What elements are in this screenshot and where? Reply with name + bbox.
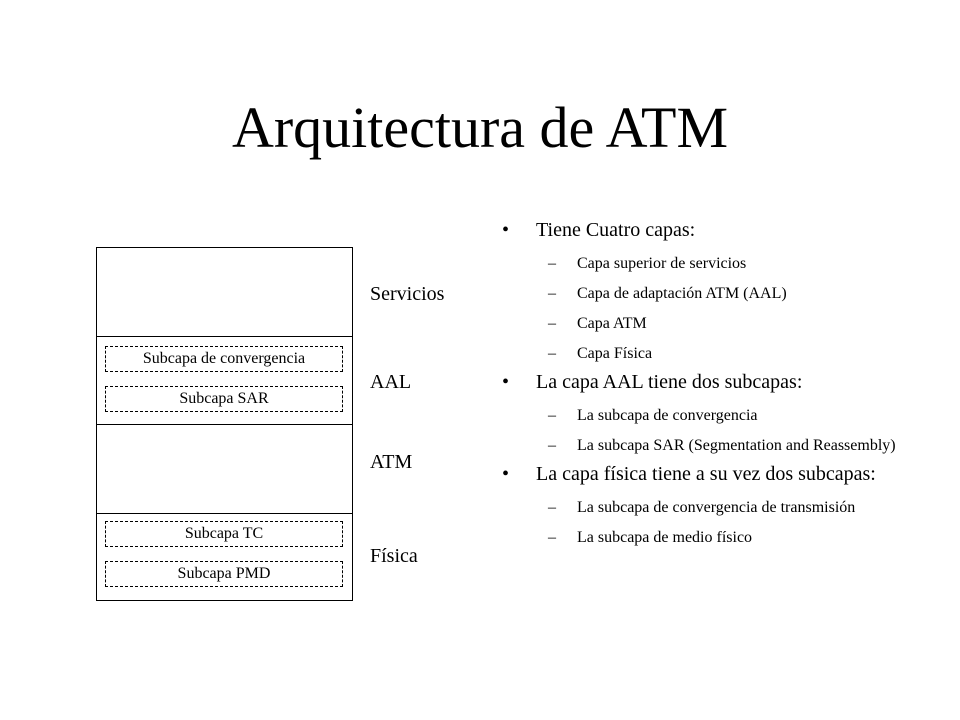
sub-bullet-dash: – (548, 407, 556, 424)
sub-bullet-dash: – (548, 529, 556, 546)
sub-bullet-text: La subcapa de convergencia (577, 407, 758, 424)
layer-atm-box (96, 424, 353, 514)
layer-label-aal: AAL (370, 371, 412, 393)
sub-bullet-dash: – (548, 437, 556, 454)
sub-bullet-text: Capa superior de servicios (577, 255, 747, 272)
layer-aal-box (96, 336, 353, 425)
sub-bullet-item (500, 497, 940, 518)
sub-bullet-text: Capa Física (577, 345, 653, 362)
subcapa-pmd: Subcapa PMD (105, 561, 343, 587)
layer-fisica-box (96, 513, 353, 601)
bullet-dot: • (502, 219, 510, 241)
sub-bullet-text: Capa ATM (577, 315, 647, 332)
bullet-text: Tiene Cuatro capas: (536, 219, 696, 241)
layer-label-servicios: Servicios (370, 283, 445, 305)
sub-bullet-item (500, 343, 940, 364)
sub-bullet-item (500, 253, 940, 274)
layer-servicios-box (96, 247, 353, 337)
sub-bullet-item (500, 527, 940, 548)
sub-bullet-item (500, 313, 940, 334)
bullet-text: La capa física tiene a su vez dos subcapas: (536, 463, 876, 485)
sub-bullet-text: La subcapa de convergencia de transmisión (577, 499, 856, 516)
sub-bullet-text: La subcapa de medio físico (577, 529, 753, 546)
sub-bullet-text: La subcapa SAR (Segmentation and Reassembly) (577, 437, 896, 454)
bullet-list (500, 212, 940, 548)
sub-bullet-text: Capa de adaptación ATM (AAL) (577, 285, 787, 302)
bullet-text: La capa AAL tiene dos subcapas: (536, 371, 803, 393)
sub-bullet-dash: – (548, 255, 556, 272)
layer-label-atm: ATM (370, 451, 413, 473)
subcapa-tc: Subcapa TC (105, 521, 343, 547)
bullet-item (500, 460, 940, 488)
bullet-dot: • (502, 371, 510, 393)
bullet-item (500, 216, 940, 244)
sub-bullet-item (500, 435, 940, 456)
sub-bullet-dash: – (548, 315, 556, 332)
layer-label-fisica: Física (370, 545, 418, 567)
bullet-item (500, 368, 940, 396)
sub-bullet-item (500, 283, 940, 304)
slide-title: Arquitectura de ATM (231, 95, 729, 160)
subcapa-sar: Subcapa SAR (105, 386, 343, 412)
subcapa-convergencia: Subcapa de convergencia (105, 346, 343, 372)
sub-bullet-dash: – (548, 499, 556, 516)
sub-bullet-dash: – (548, 345, 556, 362)
bullet-dot: • (502, 463, 510, 485)
sub-bullet-item (500, 405, 940, 426)
atm-layer-stack (96, 247, 353, 600)
sub-bullet-dash: – (548, 285, 556, 302)
